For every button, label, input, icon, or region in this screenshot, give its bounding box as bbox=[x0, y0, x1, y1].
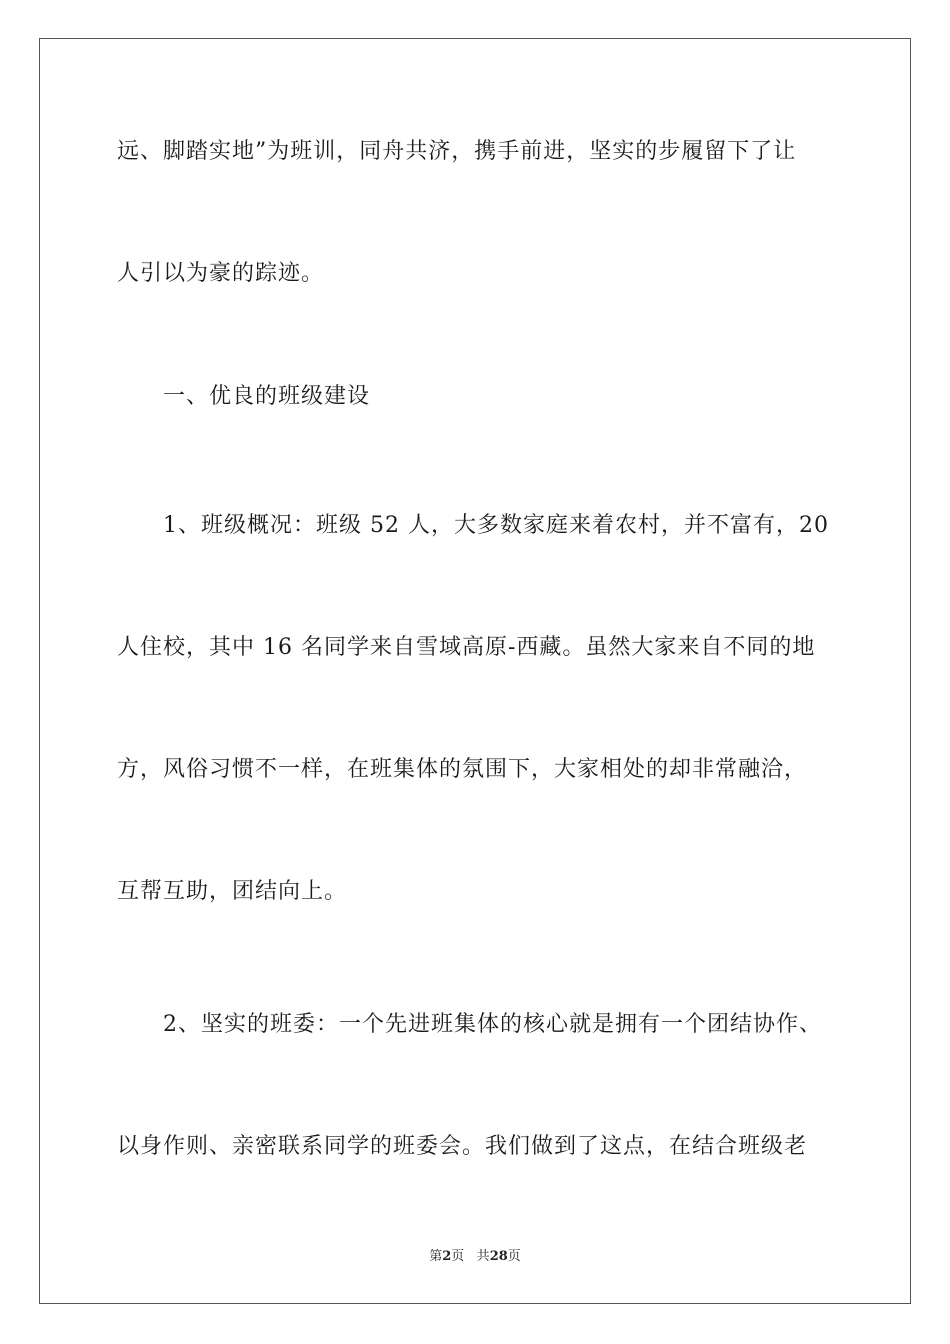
text-line-1: 远、脚踏实地”为班训，同舟共济，携手前进，坚实的步履留下了让 bbox=[117, 139, 797, 164]
page-number: 2 bbox=[442, 1249, 452, 1264]
page-footer bbox=[0, 1248, 950, 1266]
text-line-5: 人住校，其中 16 名同学来自雪域高原-西藏。虽然大家来自不同的地 bbox=[117, 635, 816, 660]
text-line-2: 人引以为豪的踪迹。 bbox=[117, 261, 325, 286]
page-suffix: 页 bbox=[451, 1249, 465, 1264]
text-line-6: 方，风俗习惯不一样，在班集体的氛围下，大家相处的却非常融洽， bbox=[117, 757, 808, 782]
total-pages: 28 bbox=[489, 1249, 508, 1264]
text-line-8: 2、坚实的班委：一个先进班集体的核心就是拥有一个团结协作、 bbox=[163, 1012, 822, 1037]
page-border bbox=[39, 38, 911, 1304]
text-line-4: 1、班级概况：班级 52 人，大多数家庭来着农村，并不富有，20 bbox=[163, 513, 829, 538]
text-line-9: 以身作则、亲密联系同学的班委会。我们做到了这点，在结合班级老 bbox=[117, 1134, 808, 1159]
total-prefix: 共 bbox=[476, 1249, 490, 1264]
section-heading: 一、优良的班级建设 bbox=[163, 384, 371, 409]
page-prefix: 第 bbox=[429, 1249, 443, 1264]
text-line-7: 互帮互助，团结向上。 bbox=[117, 879, 348, 904]
total-suffix: 页 bbox=[507, 1249, 521, 1264]
